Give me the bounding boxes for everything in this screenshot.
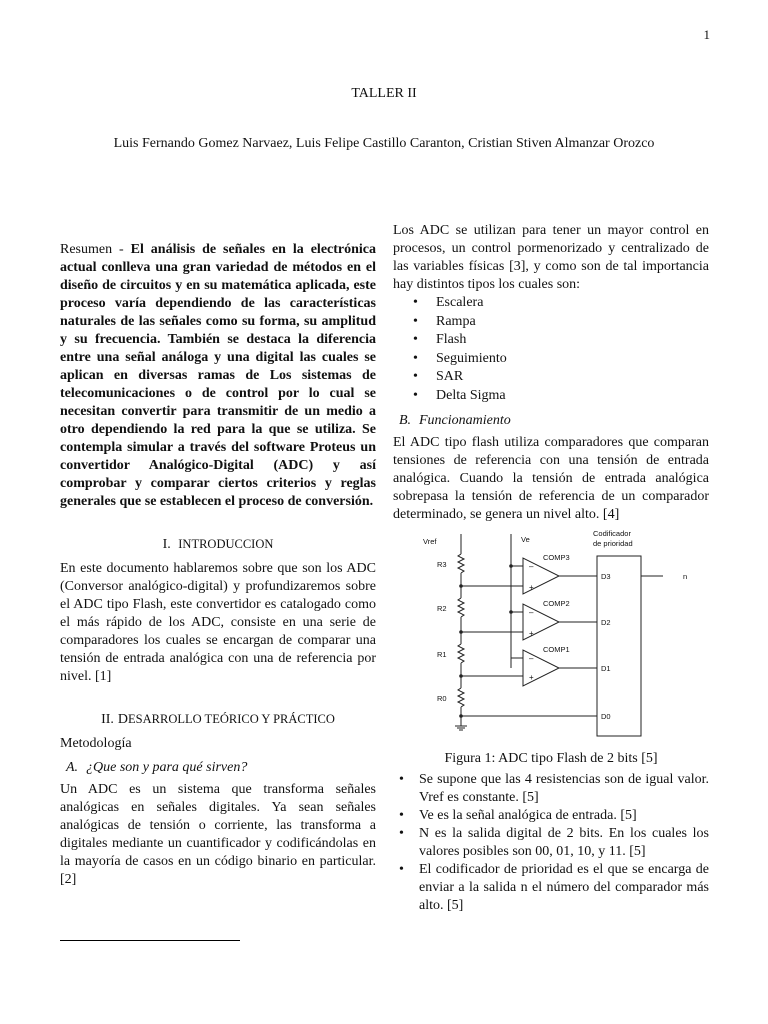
list-item: • Rampa xyxy=(393,313,709,332)
list-item: • Se supone que las 4 resistencias son de igual valor. Vref es constante. [5] xyxy=(393,771,709,807)
comp1-label: COMP1 xyxy=(543,644,570,654)
list-item: • Delta Sigma xyxy=(393,387,709,406)
section-1-number: I. xyxy=(162,537,171,552)
left-column xyxy=(60,241,376,889)
abstract-label: Resumen - xyxy=(60,242,131,257)
output-n-label: n xyxy=(683,571,688,581)
r3-label: R3 xyxy=(437,559,447,569)
page-number: 1 xyxy=(703,27,710,42)
vref-label: Vref xyxy=(423,536,437,546)
section-2-title-rest: ESARROLLO TEÓRICO Y PRÁCTICO xyxy=(128,712,335,726)
right-column xyxy=(393,222,709,915)
encoder-label-line2: de prioridad xyxy=(593,538,633,548)
svg-text:–: – xyxy=(529,607,534,617)
list-item: • Seguimiento xyxy=(393,350,709,369)
subsection-b-text: El ADC tipo flash utiliza comparadores que comparan tensiones de referencia con una tensión de entrada analógica. Cuando la tensión de entrada analógica sobrepasa la tensión de referencia de un comparador determinado, se genera un nivel alto. [4] xyxy=(393,434,709,522)
svg-text:+: + xyxy=(529,628,534,638)
list-item: • Ve es la señal analógica de entrada. [5] xyxy=(393,807,709,825)
subsection-a-letter: A. xyxy=(66,760,79,775)
subsection-a-heading xyxy=(60,759,376,777)
section-2-heading xyxy=(60,710,376,729)
comp2-label: COMP2 xyxy=(543,598,570,608)
list-item: • Escalera xyxy=(393,294,709,313)
list-item: • El codificador de prioridad es el que se encarga de enviar a la salida n el número del comparador más alto. [5] xyxy=(393,861,709,915)
adc-uses-text: Los ADC se utilizan para tener un mayor control en procesos, un control pormenorizado y centralizado de las variables físicas [3], y como son de tal importancia hay distintos tipos los cuales son: xyxy=(393,223,709,292)
r0-label: R0 xyxy=(437,693,447,703)
section-1-heading xyxy=(60,535,376,554)
svg-text:–: – xyxy=(529,561,534,571)
d0-label: D0 xyxy=(601,711,611,721)
flash-adc-figure xyxy=(393,528,709,748)
figure-caption: Figura 1: ADC tipo Flash de 2 bits [5] xyxy=(444,750,658,766)
flash-adc-circuit-diagram xyxy=(393,528,709,748)
svg-text:+: + xyxy=(529,672,534,682)
d3-label: D3 xyxy=(601,571,611,581)
d2-label: D2 xyxy=(601,617,611,627)
d1-label: D1 xyxy=(601,663,611,673)
subsection-b-title: Funcionamiento xyxy=(419,412,511,428)
subsection-b-heading xyxy=(393,412,709,430)
abstract-text: El análisis de señales en la electrónica actual conlleva una gran variedad de métodos en el diseño de circuitos y en su matemática aplicada, este proceso varía dependiendo de las características naturales de las señales como su forma, su amplitud y su frecuencia. También se destaca la diferencia entre una señal análoga y una digital las cuales se aplican en diversas ramas de Los sistemas de telecomunicaciones o de control por lo cual se necesitan convertir para transmitir de un medio a otro dependiendo la red para la que se utiliza. Se contempla simular a través del software Proteus un convertidor Analógico-Digital (ADC) y así comprobar y comparar ciertos criterios y reglas generales que se establecen el proceso de conversión. xyxy=(60,242,377,509)
figure-notes-list xyxy=(393,771,709,915)
ve-label: Ve xyxy=(521,534,530,544)
r1-label: R1 xyxy=(437,649,447,659)
footnote-rule xyxy=(60,940,240,941)
author-list: Luis Fernando Gomez Narvaez, Luis Felipe Castillo Caranton, Cristian Stiven Almanzar Orozco xyxy=(113,136,655,151)
section-2-number: II. xyxy=(101,712,114,727)
subsection-b-letter: B. xyxy=(399,412,412,428)
section-1-text: En este documento hablaremos sobre que son los ADC (Conversor analógico-digital) y profundizaremos sobre el ADC tipo Flash, este convertidor es catalogado como el más rápido de los ADC, consiste en una serie de comparadores los cuales se encargan de comparar una tensión de entrada analógica con una de referencia por nivel. [1] xyxy=(60,561,376,684)
svg-text:+: + xyxy=(529,582,534,592)
encoder-label-line1: Codificador xyxy=(593,528,631,538)
subsection-a-text: Un ADC es un sistema que transforma señales analógicas en señales digitales. Ya sean señales analógicas de tensión o corriente, las transforma a digitales mediante un cuantificador y codificándolas en la mayoría de casos en un código binario en particular. [2] xyxy=(60,782,376,887)
svg-text:–: – xyxy=(529,653,534,663)
abstract xyxy=(60,241,376,511)
methodology-label: Metodología xyxy=(60,736,132,751)
section-2-title-initial: D xyxy=(117,712,129,727)
subsection-a-title: ¿Que son y para qué sirven? xyxy=(86,760,248,775)
r2-label: R2 xyxy=(437,603,447,613)
adc-types-list xyxy=(393,294,709,406)
comp3-label: COMP3 xyxy=(543,552,570,562)
section-1-title: INTRODUCCION xyxy=(178,537,274,551)
list-item: • N es la salida digital de 2 bits. En los cuales los valores posibles son 00, 01, 10, y 11. [5] xyxy=(393,825,709,861)
paper-title: TALLER II xyxy=(351,86,417,101)
list-item: • Flash xyxy=(393,331,709,350)
list-item: • SAR xyxy=(393,368,709,387)
